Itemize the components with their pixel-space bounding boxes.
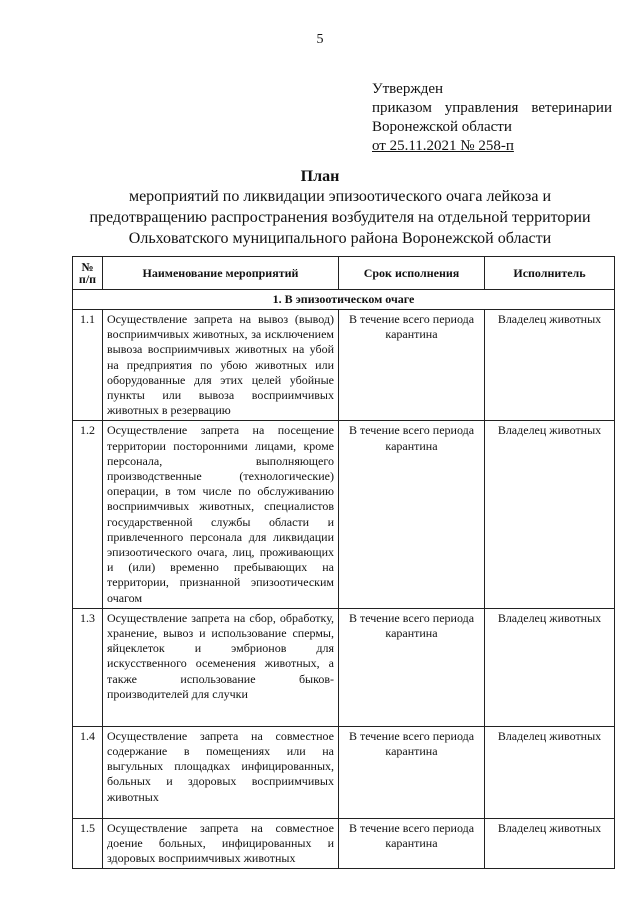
approval-line-approved: Утвержден bbox=[372, 81, 444, 97]
row-num: 1.5 bbox=[73, 818, 103, 869]
section-row bbox=[73, 290, 615, 310]
table-row bbox=[73, 421, 615, 608]
row-executor: Владелец животных bbox=[485, 818, 615, 869]
row-measure: Осуществление запрета на совместное содержание в помещениях или на выгульных площадках инфицированных, больных и здоровых восприимчивых животных bbox=[103, 726, 339, 818]
row-term: В течение всего периода карантина bbox=[339, 726, 485, 818]
approval-line-order: приказом управления ветеринарии bbox=[372, 100, 612, 116]
table-row bbox=[73, 310, 615, 421]
document-title: План bbox=[300, 168, 340, 185]
header-term: Срок исполнения bbox=[339, 257, 485, 290]
row-num: 1.1 bbox=[73, 310, 103, 421]
row-term: В течение всего периода карантина bbox=[339, 608, 485, 726]
row-measure: Осуществление запрета на совместное доение больных, инфицированных и здоровых восприимчивых животных bbox=[103, 818, 339, 869]
approval-line-region: Воронежской области bbox=[372, 119, 512, 135]
row-executor: Владелец животных bbox=[485, 310, 615, 421]
row-term: В течение всего периода карантина bbox=[339, 818, 485, 869]
row-num: 1.4 bbox=[73, 726, 103, 818]
row-measure: Осуществление запрета на посещение территории посторонними лицами, кроме персонала, выполняющего производственные (технологические) операции, в том числе по обслуживанию восприимчивых животных, специалистов государственной службы области и привлеченного персонала для ликвидации эпизоотического очага, лиц, проживающих и (или) временно пребывающих на территории, признанной эпизоотическим очагом bbox=[103, 421, 339, 608]
approval-line-date: от 25.11.2021 № 258-п bbox=[372, 138, 514, 154]
table-row bbox=[73, 726, 615, 818]
section-title: 1. В эпизоотическом очаге bbox=[73, 290, 615, 310]
row-term: В течение всего периода карантина bbox=[339, 421, 485, 608]
row-executor: Владелец животных bbox=[485, 726, 615, 818]
header-executor: Исполнитель bbox=[485, 257, 615, 290]
approval-block bbox=[372, 80, 612, 156]
table-row bbox=[73, 818, 615, 869]
row-num: 1.3 bbox=[73, 608, 103, 726]
document-subtitle: мероприятий по ликвидации эпизоотического очага лейкоза и предотвращению распространения возбудителя на отдельной территории Ольховатского муниципального района Воронежской области bbox=[89, 188, 591, 247]
header-name: Наименование мероприятий bbox=[103, 257, 339, 290]
row-term: В течение всего периода карантина bbox=[339, 310, 485, 421]
row-num: 1.2 bbox=[73, 421, 103, 608]
table-row bbox=[73, 608, 615, 726]
header-num: № п/п bbox=[73, 257, 103, 290]
row-measure: Осуществление запрета на сбор, обработку, хранение, вывоз и использование спермы, яйцеклеток и эмбрионов для искусственного осеменения животных, а также использование быков-производителей для случки bbox=[103, 608, 339, 726]
row-executor: Владелец животных bbox=[485, 421, 615, 608]
table-header-row bbox=[73, 257, 615, 290]
page-number: 5 bbox=[316, 32, 324, 47]
row-measure: Осуществление запрета на вывоз (вывод) восприимчивых животных, за исключением вывоза восприимчивых животных на убой на предприятия по убою животных или оборудованные для этих целей убойные пункты или вывоза восприимчивых животных в резервацию bbox=[103, 310, 339, 421]
measures-table bbox=[72, 256, 615, 869]
row-executor: Владелец животных bbox=[485, 608, 615, 726]
